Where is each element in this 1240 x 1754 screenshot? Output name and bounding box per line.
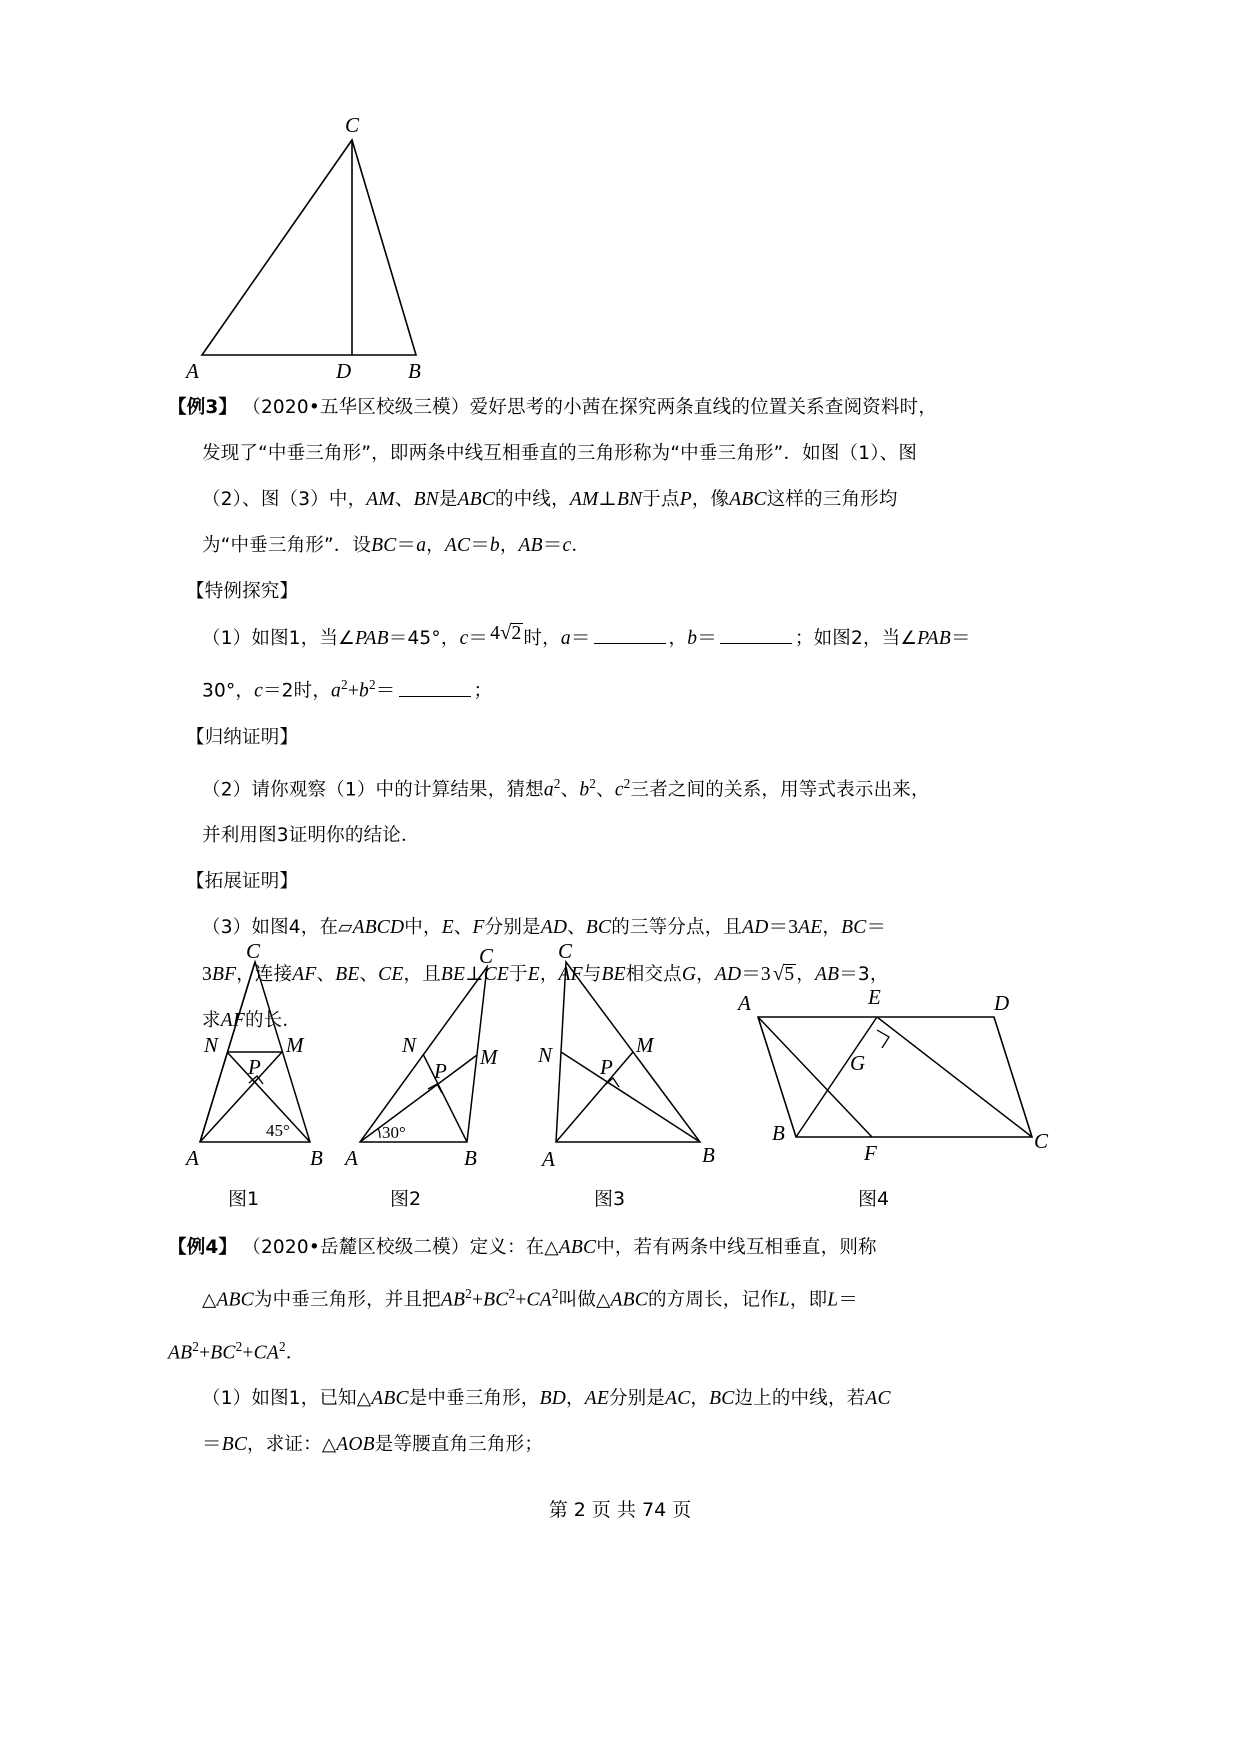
figure-1	[170, 939, 360, 1210]
q3-g: 分别是	[484, 917, 541, 938]
page-number-text: 第 2 页 共 74 页	[548, 1499, 692, 1521]
e4q1-bd: BD	[539, 1388, 567, 1409]
figure-4-caption: 图4	[858, 1188, 890, 1210]
example4-tag: 【例4】	[168, 1237, 238, 1258]
figure-3	[528, 939, 738, 1210]
q3-ad2: AD	[742, 917, 769, 938]
e4l3-bc-sup: 2	[235, 1338, 243, 1354]
e4l2-l: L	[778, 1289, 790, 1311]
example3-line4-eq1: ＝	[396, 535, 417, 556]
q3l3-a: 求	[202, 1010, 221, 1031]
e4l3-ab-sup: 2	[192, 1338, 200, 1354]
e4l2-bc-sup: 2	[508, 1286, 516, 1301]
q1l2-b-var: b	[359, 680, 369, 702]
q3-c: 中，	[404, 917, 442, 938]
document-body	[168, 385, 1068, 1044]
q3-abcd: ABCD	[352, 917, 405, 938]
example3-line1-rest: 爱好思考的小茜在探究两条直线的位置关系查阅资料时，	[469, 397, 938, 418]
figure-1-label-n: N	[204, 1033, 219, 1057]
figure-row	[170, 939, 1070, 1210]
example3-line3-k: 于点	[642, 489, 680, 510]
q3l2-af2: AF	[558, 964, 583, 985]
q3l2-comma5: ，	[796, 964, 815, 985]
example3-line3-bn: BN	[413, 489, 439, 510]
example3-line3-am: AM	[366, 489, 395, 510]
e4q1-c: 是中垂三角形，	[408, 1388, 540, 1409]
page-footer	[0, 1495, 1240, 1522]
figure-3-label-n: N	[538, 1043, 553, 1067]
e4l2-ab: AB	[440, 1289, 466, 1311]
e4q1l2-eq: ＝	[202, 1434, 222, 1455]
example3-line-2	[168, 431, 1068, 477]
figure-4-label-e: E	[868, 985, 881, 1009]
figure-2-angle-label: 30°	[382, 1123, 406, 1142]
figure-1-label-p: P	[248, 1055, 261, 1079]
example4-line-2	[168, 1271, 1068, 1324]
example4-body	[168, 1225, 1068, 1468]
example3-line3-c: 、	[394, 489, 414, 510]
q3l2-g: G	[681, 964, 697, 985]
q3l2-be2: BE	[440, 964, 466, 985]
sqrt-icon: √	[772, 963, 785, 985]
figure-2-caption: 图2	[390, 1188, 422, 1210]
example3-line3-abc2: ABC	[729, 489, 767, 510]
q3-a: （3）如图4，在▱	[202, 917, 353, 938]
top-figure-label-a: A	[186, 359, 199, 380]
q2-c-var: c	[614, 779, 624, 800]
q3l2-comma3: ，	[539, 964, 559, 985]
q3l2-q: 与	[582, 964, 602, 985]
figure-3-label-p: P	[600, 1055, 613, 1079]
figure-1-caption: 图1	[228, 1188, 260, 1210]
e4q1-a: （1）如图1，已知△	[202, 1388, 372, 1409]
q1-eq3: ＝	[697, 628, 717, 649]
example3-q3-line-1	[168, 905, 1068, 951]
q3l2-radicand: 5	[784, 964, 795, 985]
example3-line3-bn2: BN	[616, 489, 643, 510]
figure-4-label-c: C	[1034, 1129, 1049, 1153]
q3l2-comma4: ，	[696, 964, 715, 985]
example4-line-1	[168, 1225, 1068, 1271]
e4l2-c: 为中垂三角形，并且把	[253, 1289, 441, 1311]
q3l2-bf: BF	[211, 964, 237, 985]
example4-q1-line-1	[168, 1376, 1068, 1422]
q3-k: 的三等分点，且	[611, 917, 743, 938]
top-figure-triangle-abc	[180, 110, 480, 380]
e4q1l2-aob: AOB	[336, 1434, 375, 1455]
q3-eq3ae: ＝3	[768, 917, 799, 938]
q3l2-m: 于	[509, 964, 528, 985]
top-figure-label-c: C	[345, 113, 360, 137]
example3-line4-comma1: ，	[426, 535, 445, 556]
example4-source: （2020•岳麓区校级二模）	[242, 1237, 470, 1258]
q3l2-comma2: 、	[359, 964, 379, 985]
q3l2-z: ＝3，	[839, 964, 889, 985]
figure-4-label-d: D	[994, 991, 1010, 1015]
example3-line3-e: 是	[438, 489, 458, 510]
q3l2-be: BE	[335, 964, 360, 985]
q1-b-var: b	[687, 628, 698, 649]
q2-a-sup: 2	[553, 775, 561, 791]
e4l2-bc: BC	[483, 1289, 509, 1311]
q1-c-var: c	[459, 628, 469, 649]
example3-source: （2020•五华区校级三模）	[242, 397, 470, 418]
q3l2-be3: BE	[601, 964, 626, 985]
q1-comma: ，	[668, 628, 688, 649]
q1l2-b-sup: 2	[368, 677, 376, 692]
figure-3-label-m: M	[636, 1033, 654, 1057]
q1-pab: PAB	[354, 628, 389, 649]
heading-special-text: 【特例探究】	[186, 581, 299, 602]
example3-line4-ab: AB	[518, 535, 543, 556]
q1l2-semi: ；	[473, 680, 493, 702]
e4q1-comma1: ，	[566, 1388, 585, 1409]
figure-3-caption: 图3	[594, 1188, 626, 1210]
example3-line-1	[168, 385, 1068, 431]
q3l2-ab: AB	[814, 964, 840, 985]
q2-g: 三者之间的关系，用等式表示出来，	[630, 779, 930, 800]
example3-line3-a: （2）、图（3）中，	[202, 489, 367, 510]
q3-comma3: ，	[822, 917, 842, 938]
q2-line2-text: 并利用图3证明你的结论．	[202, 825, 420, 846]
e4l2-abc2: ABC	[610, 1289, 648, 1311]
example3-line2-text: 发现了“中垂三角形”，即两条中线互相垂直的三角形称为“中垂三角形”．如图（1）、图	[202, 443, 918, 464]
q3l2-ad: AD	[714, 964, 742, 985]
figure-1-label-b: B	[310, 1146, 323, 1170]
example3-q1-line-2	[168, 662, 1068, 715]
e4l2-ca: CA	[526, 1289, 552, 1311]
example3-line3-am2: AM	[569, 489, 599, 510]
q3-bc: BC	[585, 917, 612, 938]
q2-c-sup: 2	[623, 775, 631, 791]
q3-ad: AD	[540, 917, 568, 938]
example3-line3-perp: ⊥	[598, 489, 617, 510]
figure-3-label-a: A	[542, 1147, 555, 1171]
example3-line4-eq2: ＝	[470, 535, 490, 556]
q3l2-ce2: CE	[483, 964, 510, 985]
e4l2-k: 的方周长，记作	[647, 1289, 779, 1311]
e4q1-ac2: AC	[865, 1388, 891, 1409]
q1l2-a: 30°，	[202, 680, 255, 702]
example3-q2-line-1	[168, 761, 1068, 814]
q3l2-3: 3	[202, 964, 212, 985]
q2-b-var: b	[579, 779, 590, 800]
q1-eq2: ＝	[570, 628, 591, 649]
q1l2-a-var: a	[331, 680, 341, 702]
example3-line3-m: ，像	[691, 489, 730, 510]
q1-blank-a2b2[interactable]	[399, 682, 471, 697]
example3-line-3	[168, 477, 1068, 523]
q3l2-s: 相交点	[625, 964, 682, 985]
example3-line3-p: P	[679, 489, 692, 510]
figure-4	[732, 952, 1062, 1210]
e4l3-ca-sup: 2	[278, 1338, 286, 1354]
figure-2-label-p: P	[434, 1059, 447, 1083]
figure-2-label-a: A	[345, 1146, 358, 1170]
e4l2-plus1: +	[471, 1289, 484, 1311]
e4q1-bc: BC	[709, 1388, 735, 1409]
figure-4-label-b: B	[772, 1121, 785, 1145]
q1l2-c: ＝2时，	[262, 680, 332, 702]
example3-line3-o: 这样的三角形均	[766, 489, 898, 510]
figure-4-label-f: F	[864, 1141, 877, 1165]
e4l2-m: ，即	[789, 1289, 828, 1311]
e4l3-bc: BC	[210, 1342, 236, 1363]
q3-ae: AE	[798, 917, 823, 938]
q1-pab2: PAB	[917, 628, 951, 649]
q1-l: ；如图2，当∠	[794, 628, 918, 649]
q1-radical-4sqrt2	[488, 610, 523, 657]
q3-e: E	[441, 917, 454, 938]
e4l1-a: 定义：在△	[469, 1237, 559, 1258]
example3-q1-line-1	[168, 615, 1068, 662]
e4l3-period: ．	[285, 1342, 305, 1363]
example3-line4-comma2: ，	[499, 535, 519, 556]
e4l2-plus2: +	[515, 1289, 527, 1311]
q1-blank-a[interactable]	[594, 629, 666, 644]
figure-1-label-m: M	[286, 1033, 304, 1057]
example3-line4-c-var: c	[562, 535, 572, 556]
top-figure-label-d: D	[336, 359, 352, 380]
q3l2-e: E	[527, 964, 540, 985]
e4l3-ca: CA	[253, 1342, 279, 1363]
figure-1-label-c: C	[246, 939, 261, 963]
q1l2-eq: ＝	[375, 680, 396, 702]
example3-heading-induct	[168, 715, 1068, 761]
e4l2-eq: ＝	[838, 1289, 859, 1311]
q3l3-c: 的长．	[244, 1010, 302, 1031]
e4q1-abc: ABC	[371, 1388, 409, 1409]
example3-line4-b-var: b	[489, 535, 500, 556]
example3-heading-special	[168, 569, 1068, 615]
e4q1l2-bc: BC	[221, 1434, 248, 1455]
sqrt-icon: √	[500, 622, 512, 644]
e4l1-c: 中，若有两条中线互相垂直，则称	[596, 1237, 877, 1258]
q3-f: F	[472, 917, 485, 938]
figure-2-label-m: M	[480, 1045, 498, 1069]
heading-induct-text: 【归纳证明】	[186, 726, 299, 748]
q2-b-sup: 2	[589, 775, 597, 791]
top-figure-label-b: B	[408, 359, 421, 380]
e4q1-k: 边上的中线，若	[734, 1388, 866, 1409]
e4l3-plus1: +	[199, 1342, 211, 1363]
q1-radicand: 2	[511, 623, 522, 644]
e4l2-l2: L	[827, 1289, 839, 1311]
example3-line4-a-var: a	[416, 535, 427, 556]
e4q1-ac: AC	[665, 1388, 691, 1409]
q1l2-plus: +	[347, 680, 360, 702]
q3-comma1: 、	[453, 917, 473, 938]
q2-a-var: a	[543, 779, 554, 800]
e4q1-ae: AE	[584, 1388, 609, 1409]
q3l2-perp: ⊥	[465, 964, 484, 985]
example3-line3-abc: ABC	[457, 489, 496, 510]
q3l2-i: ，且	[403, 964, 441, 985]
e4l1-abc: ABC	[558, 1237, 597, 1258]
e4q1-comma2: ，	[690, 1388, 710, 1409]
e4l2-tri: △	[202, 1289, 217, 1311]
e4l2-ab-sup: 2	[465, 1286, 472, 1301]
example4-q1-line-2	[168, 1422, 1068, 1468]
e4l2-abc: ABC	[216, 1289, 254, 1311]
figure-2-label-b: B	[464, 1146, 477, 1170]
e4l2-i: 叫做△	[558, 1289, 611, 1311]
q3-eq: ＝	[866, 917, 887, 938]
q3-comma2: 、	[567, 917, 586, 938]
figure-3-label-b: B	[702, 1143, 715, 1167]
q3l3-af: AF	[220, 1010, 245, 1031]
q3l2-comma1: 、	[316, 964, 336, 985]
q2-c: 、	[560, 779, 580, 800]
figure-4-label-g: G	[850, 1051, 866, 1075]
figure-2-label-n: N	[402, 1033, 417, 1057]
q3l2-af: AF	[292, 964, 317, 985]
q1-eq: ＝	[468, 628, 489, 649]
e4l3-plus2: +	[242, 1342, 254, 1363]
example3-tag: 【例3】	[168, 397, 238, 418]
q3l2-eq3: ＝3	[741, 964, 771, 985]
q1-a-var: a	[560, 628, 571, 649]
q1-radical-coef: 4	[490, 623, 501, 644]
q1-f: 时，	[523, 628, 561, 649]
q3l2-c: ，连接	[236, 964, 293, 985]
figure-2-label-c: C	[479, 944, 494, 968]
figure-1-angle-label: 45°	[266, 1121, 290, 1140]
q1l2-a-sup: 2	[340, 677, 348, 692]
example3-heading-extend	[168, 859, 1068, 905]
figure-4-label-a: A	[738, 991, 751, 1015]
e4l2-ca-sup: 2	[551, 1286, 559, 1301]
figure-1-label-a: A	[186, 1146, 199, 1170]
example3-line-4	[168, 523, 1068, 569]
figure-2	[342, 944, 532, 1210]
example3-line4-period: ．	[571, 535, 591, 556]
e4l3-ab: AB	[168, 1342, 193, 1363]
q1-c: ＝45°，	[388, 628, 460, 649]
e4q1-g: 分别是	[608, 1388, 666, 1409]
q2-e: 、	[596, 779, 615, 800]
example3-line4-ac: AC	[444, 535, 471, 556]
e4q1l2-c: ，求证：△	[247, 1434, 337, 1455]
e4q1l2-e: 是等腰直角三角形；	[374, 1434, 544, 1455]
example3-line4-a: 为“中垂三角形”．设	[202, 535, 372, 556]
example3-line3-g: 的中线，	[495, 489, 570, 510]
example4-line-3	[168, 1324, 1068, 1377]
q3l2-ce: CE	[378, 964, 404, 985]
figure-3-label-c: C	[558, 939, 573, 963]
q1-eq4: ＝	[950, 628, 971, 649]
q2-a: （2）请你观察（1）中的计算结果，猜想	[202, 779, 544, 800]
q1-a: （1）如图1，当∠	[202, 628, 355, 649]
heading-extend-text: 【拓展证明】	[186, 871, 299, 892]
q1l2-c-var: c	[254, 680, 263, 702]
example3-line4-bc: BC	[371, 535, 397, 556]
q3-bc2: BC	[841, 917, 867, 938]
example3-q2-line-2	[168, 813, 1068, 859]
example3-line4-eq3: ＝	[542, 535, 563, 556]
q1-blank-b[interactable]	[720, 629, 792, 644]
